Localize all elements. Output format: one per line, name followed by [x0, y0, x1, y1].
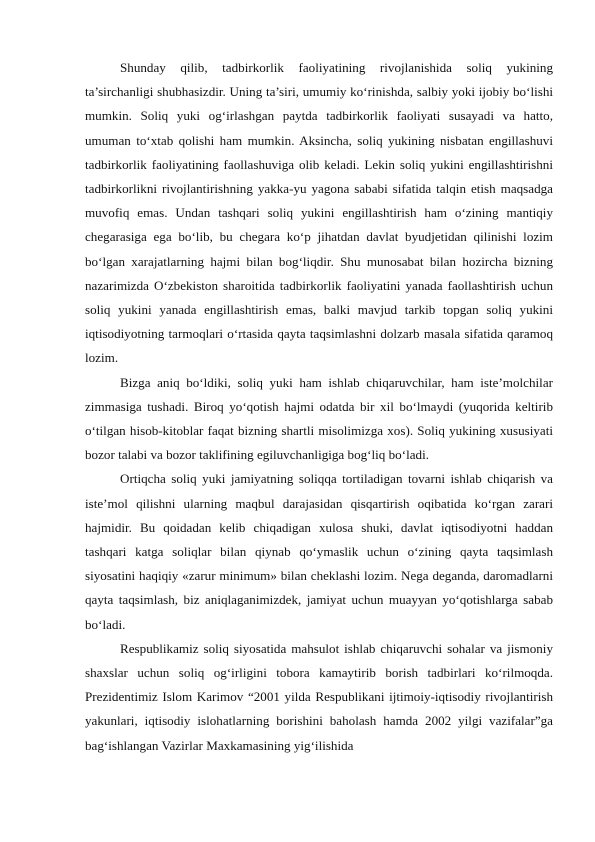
paragraph-soliq-yuki-taqsimoti: Bizga aniq bo‘ldiki, soliq yuki ham ishlab chiqaruvchilar, ham iste’molchilar zimmasiga tushadi. Biroq yo‘qotish hajmi odatda bir xil bo‘lmaydi (yuqorida keltirib o‘tilgan hisob-kitoblar faqat bizning shartli misolimizga xos). Soliq yukining xususiyati bozor talabi va bozor taklifining egiluvchanligiga bog‘liq bo‘ladi.: [85, 374, 553, 463]
paragraph-soliq-siyosati: Respublikamiz soliq siyosatida mahsulot ishlab chiqaruvchi sohalar va jismoniy shaxslar uchun soliq og‘irligini tobora kamaytirib borish tadbirlari ko‘rilmoqda. Prezidentimiz Islom Karimov “2001 yilda Respublikani ijtimoiy-iqtisodiy rivojlantirish yakunlari, iqtisodiy islohatlarning borishini baholash hamda 2002 yilgi vazifalar”ga bag‘ishlangan Vazirlar Maxkamasining yig‘ilishida: [85, 640, 553, 753]
document-body: [85, 56, 553, 758]
paragraph-ortiqcha-soliq-yuki: Ortiqcha soliq yuki jamiyatning soliqqa tortiladigan tovarni ishlab chiqarish va iste’mol qilishni ularning maqbul darajasidan qisqartirish oqibatida ko‘rgan zarari hajmidir. Bu qoidadan kelib chiqadigan xulosa shuki, davlat iqtisodiyotni haddan tashqari katga soliqlar bilan qiynab qo‘ymaslik uchun o‘zining qayta taqsimlash siyosatini haqiqiy «zarur minimum» bilan cheklashi lozim. Nega deganda, daromadlarni qayta taqsimlash, biz aniqlaganimizdek, jamiyat uchun muayyan yo‘qotishlarga sabab bo‘ladi.: [85, 471, 553, 632]
paragraph-soliq-yuki-tasiri: Shunday qilib, tadbirkorlik faoliyatining rivojlanishida soliq yukining ta’sirchanligi shubhasizdir. Uning ta’siri, umumiy ko‘rinishda, salbiy yoki ijobiy bo‘lishi mumkin. Soliq yuki og‘irlashgan paytda tadbirkorlik faoliyati susayadi va hatto, umuman to‘xtab qolishi ham mumkin. Aksincha, soliq yukining nisbatan engillashuvi tadbirkorlik faoliyatining faollashuviga olib keladi. Lekin soliq yukini engillashtirishni tadbirkorlikni rivojlantirishning yakka-yu yagona sababi sifatida talqin etish maqsadga muvofiq emas. Undan tashqari soliq yukini engillashtirish ham o‘zining mantiqiy chegarasiga ega bo‘lib, bu chegara ko‘p jihatdan davlat byudjetidan qilinishi lozim bo‘lgan xarajatlarning hajmi bilan bog‘liqdir. Shu munosabat bilan hozircha bizning nazarimizda O‘zbekiston sharoitida tadbirkorlik faoliyatini yanada faollashtirish uchun soliq yukini yanada engillashtirish emas, balki mavjud tarkib topgan soliq yukini iqtisodiyotning tarmoqlari o‘rtasida qayta taqsimlashni dolzarb masala sifatida qaramoq lozim.: [85, 60, 553, 366]
